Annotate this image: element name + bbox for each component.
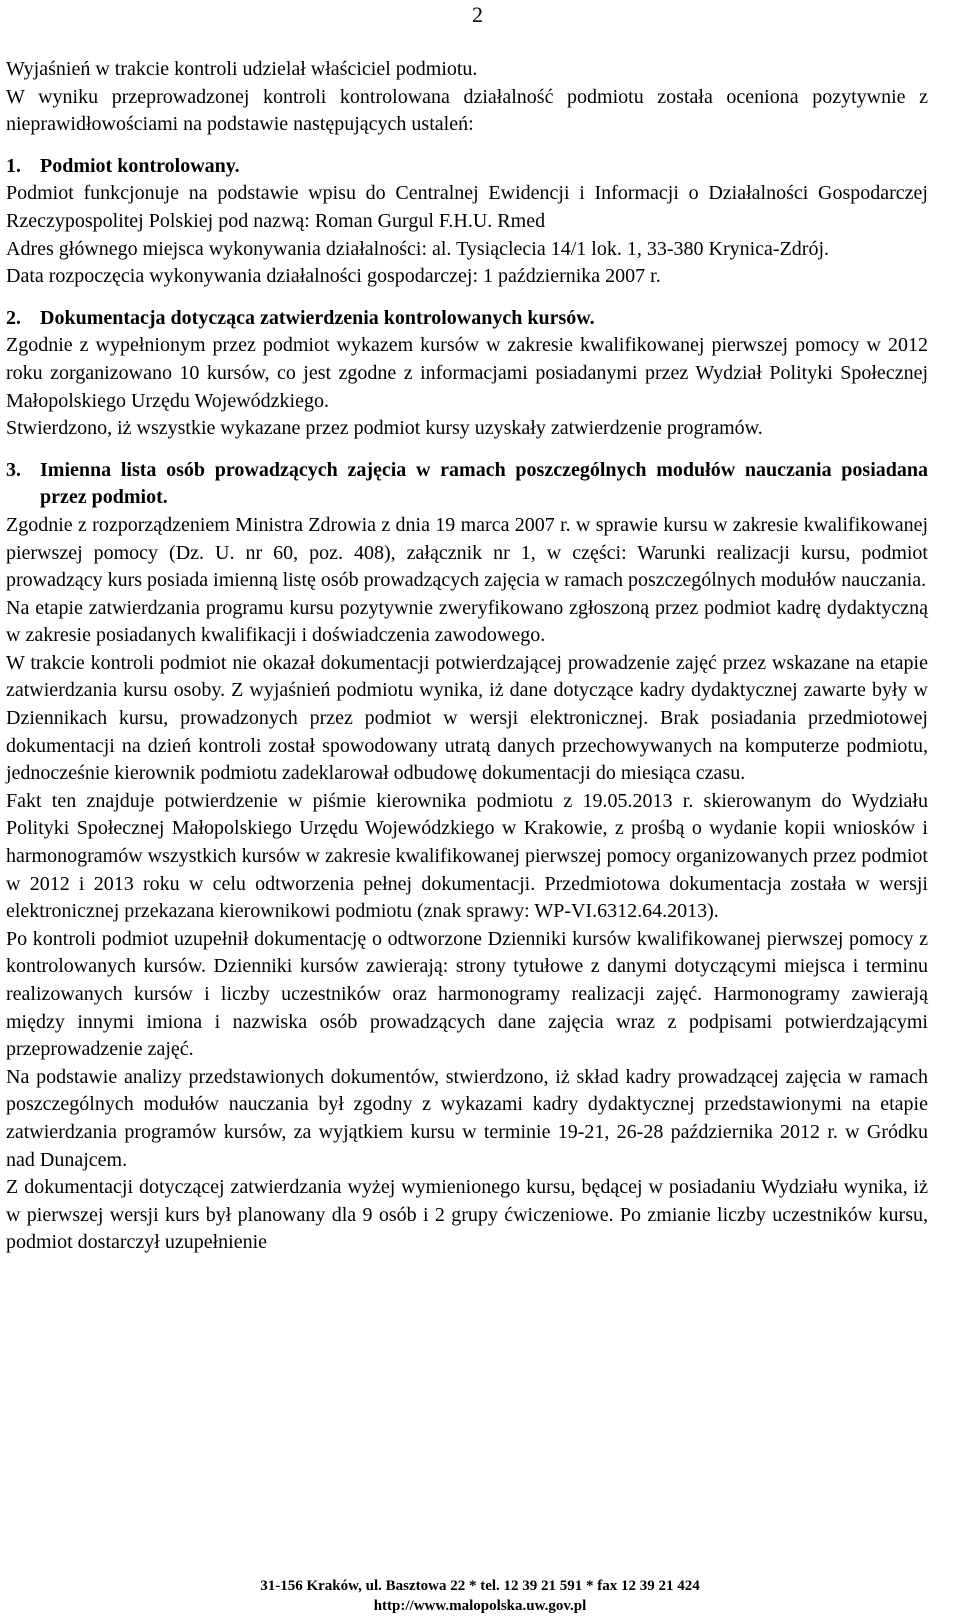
section-3-paragraph: Z dokumentacji dotyczącej zatwierdzania wyżej wymienionego kursu, będącej w posiadaniu Wydziału wynika, iż w pierwszej wersji kurs był planowany dla 9 osób i 2 grupy ćwiczeniowe. Po zmianie liczby uczestników kursu, podmiot dostarczył uzupełnienie xyxy=(6,1176,928,1254)
section-3-heading xyxy=(6,457,928,512)
page-footer xyxy=(0,1576,960,1616)
section-3-paragraph: W trakcie kontroli podmiot nie okazał dokumentacji potwierdzającej prowadzenie zajęć przez wskazane na etapie zatwierdzania kursu osoby. Z wyjaśnień podmiotu wynika, iż dane dotyczące kadry dydaktycznej zawarte były w Dziennikach kursu, prowadzonych przez podmiot w wersji elektronicznej. Brak posiadania przedmiotowej dokumentacji na dzień kontroli został spowodowany utratą danych przechowywanych na komputerze podmiotu, jednocześnie kierownik podmiotu zadeklarował odbudowę dokumentacji do miesiąca czasu. xyxy=(6,651,928,785)
page-number: 2 xyxy=(472,2,483,27)
section-number: 2. xyxy=(6,306,21,329)
section-title: Podmiot kontrolowany. xyxy=(40,154,240,177)
section-number: 1. xyxy=(6,154,21,177)
section-1-paragraph: Podmiot funkcjonuje na podstawie wpisu do Centralnej Ewidencji i Informacji o Działalności Gospodarczej Rzeczypospolitej Polskiej pod nazwą: Roman Gurgul F.H.U. Rmed xyxy=(6,182,928,232)
section-2-heading xyxy=(6,305,928,333)
footer-address: 31-156 Kraków, ul. Basztowa 22 * tel. 12 39 21 591 * fax 12 39 21 424 xyxy=(260,1578,700,1594)
section-1-heading xyxy=(6,153,928,181)
section-title: Imienna lista osób prowadzących zajęcia w ramach poszczególnych modułów nauczania posiadana przez podmiot. xyxy=(40,458,928,509)
section-1-paragraph: Adres głównego miejsca wykonywania działalności: al. Tysiąclecia 14/1 lok. 1, 33-380 Krynica-Zdrój. xyxy=(6,237,830,260)
document-body xyxy=(6,56,928,1257)
section-3-paragraph: Zgodnie z rozporządzeniem Ministra Zdrowia z dnia 19 marca 2007 r. w sprawie kursu w zakresie kwalifikowanej pierwszej pomocy (Dz. U. nr 60, poz. 408), załącznik nr 1, w części: Warunki realizacji kursu, podmiot prowadzący kurs posiada imienną listę osób prowadzących zajęcia w ramach poszczególnych modułów nauczania. xyxy=(6,513,928,592)
section-1-paragraph: Data rozpoczęcia wykonywania działalności gospodarczej: 1 października 2007 r. xyxy=(6,265,661,288)
intro-paragraph: Wyjaśnień w trakcie kontroli udzielał właściciel podmiotu. xyxy=(6,58,478,80)
intro-paragraph: W wyniku przeprowadzonej kontroli kontrolowana działalność podmiotu została oceniona pozytywnie z nieprawidłowościami na podstawie następujących ustaleń: xyxy=(6,85,928,136)
section-number: 3. xyxy=(6,458,21,481)
section-title: Dokumentacja dotycząca zatwierdzenia kontrolowanych kursów. xyxy=(40,306,595,329)
section-3-paragraph: Fakt ten znajduje potwierdzenie w piśmie kierownika podmiotu z 19.05.2013 r. skierowanym do Wydziału Polityki Społecznej Małopolskiego Urzędu Wojewódzkiego w Krakowie, z prośbą o wydanie kopii wniosków i harmonogramów wszystkich kursów w zakresie kwalifikowanej pierwszej pomocy organizowanych przez podmiot w 2012 i 2013 roku w celu odtworzenia pełnej dokumentacji. Przedmiotowa dokumentacja została w wersji elektronicznej przekazana kierownikowi podmiotu (znak sprawy: WP-VI.6312.64.2013). xyxy=(6,789,928,923)
footer-url: http://www.malopolska.uw.gov.pl xyxy=(373,1598,587,1614)
section-2-paragraph: Zgodnie z wypełnionym przez podmiot wykazem kursów w zakresie kwalifikowanej pierwszej pomocy w 2012 roku zorganizowano 10 kursów, co jest zgodne z informacjami posiadanymi przez Wydział Polityki Społecznej Małopolskiego Urzędu Wojewódzkiego. xyxy=(6,334,928,412)
section-3-paragraph: Po kontroli podmiot uzupełnił dokumentację o odtworzone Dzienniki kursów kwalifikowanej pierwszej pomocy z kontrolowanych kursów. Dzienniki kursów zawierają: strony tytułowe z danymi dotyczącymi miejsca i terminu realizowanych kursów i liczby uczestników oraz harmonogramy realizacji zajęć. Harmonogramy zawierają między innymi imiona i nazwiska osób prowadzących dane zajęcia wraz z podpisami potwierdzającymi przeprowadzenie zajęć. xyxy=(6,927,928,1061)
section-3-paragraph: Na podstawie analizy przedstawionych dokumentów, stwierdzono, iż skład kadry prowadzącej zajęcia w ramach poszczególnych modułów nauczania był zgodny z wykazami kadry dydaktycznej przedstawionymi na etapie zatwierdzania programów kursów, za wyjątkiem kursu w terminie 19-21, 26-28 października 2012 r. w Gródku nad Dunajcem. xyxy=(6,1065,928,1171)
section-2-paragraph: Stwierdzono, iż wszystkie wykazane przez podmiot kursy uzyskały zatwierdzenie programów. xyxy=(6,417,763,440)
section-3-paragraph: Na etapie zatwierdzania programu kursu pozytywnie zweryfikowano zgłoszoną przez podmiot kadrę dydaktyczną w zakresie posiadanych kwalifikacji i doświadczenia zawodowego. xyxy=(6,596,928,647)
